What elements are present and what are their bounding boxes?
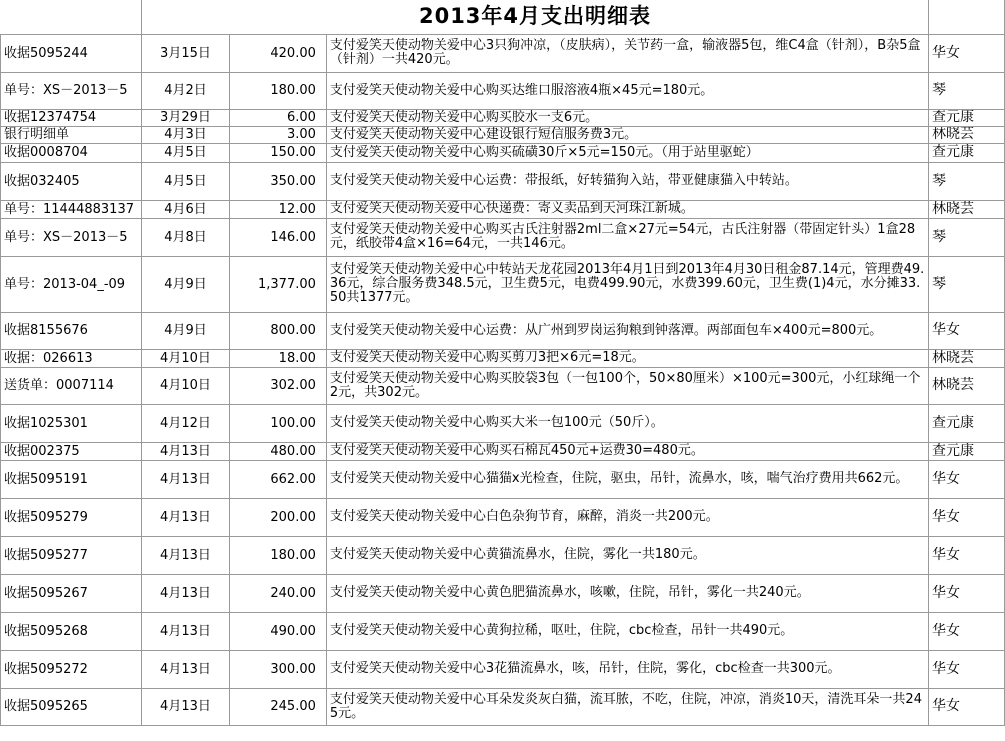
description-cell[interactable]: 支付爱笑天使动物关爱中心购买大米一包100元（50斤）。 <box>326 404 928 442</box>
description-cell[interactable]: 支付爱笑天使动物关爱中心猫猫x光检查，住院，驱虫，吊针，流鼻水，咳，喘气治疗费用共662元。 <box>326 460 928 498</box>
amount-cell[interactable]: 12.00 <box>229 200 326 218</box>
handler-cell[interactable]: 华女 <box>929 312 1005 349</box>
table-row <box>1 349 1005 367</box>
doc-number-cell[interactable]: 收据1025301 <box>1 404 142 442</box>
description-cell[interactable]: 支付爱笑天使动物关爱中心运费：带报纸，好转猫狗入站，带亚健康猫入中转站。 <box>326 162 928 200</box>
date-cell[interactable]: 4月13日 <box>141 498 229 536</box>
description-cell[interactable]: 支付爱笑天使动物关爱中心购买胶袋3包（一包100个，50×80厘米）×100元=300元，小红球绳一个2元，共302元。 <box>326 367 928 404</box>
table-row <box>1 312 1005 349</box>
date-cell[interactable]: 3月15日 <box>141 34 229 72</box>
doc-number-cell[interactable]: 单号：XS－2013－5 <box>1 72 142 109</box>
description-cell[interactable]: 支付爱笑天使动物关爱中心购买剪刀3把×6元=18元。 <box>326 349 928 367</box>
table-row <box>1 162 1005 200</box>
doc-number-cell[interactable]: 收据5095267 <box>1 574 142 612</box>
doc-number-cell[interactable]: 收据002375 <box>1 442 142 460</box>
description-cell[interactable]: 支付爱笑天使动物关爱中心购买达维口服溶液4瓶×45元=180元。 <box>326 72 928 109</box>
table-row <box>1 498 1005 536</box>
doc-number-cell[interactable]: 收据0008704 <box>1 143 142 162</box>
description-cell[interactable]: 支付爱笑天使动物关爱中心快递费：寄义卖品到天河珠江新城。 <box>326 200 928 218</box>
table-row <box>1 650 1005 688</box>
date-cell[interactable]: 4月10日 <box>141 367 229 404</box>
date-cell[interactable]: 4月3日 <box>141 126 229 143</box>
date-cell[interactable]: 4月13日 <box>141 688 229 725</box>
date-cell[interactable]: 4月10日 <box>141 349 229 367</box>
amount-cell[interactable]: 662.00 <box>229 460 326 498</box>
handler-cell[interactable]: 查元康 <box>929 143 1005 162</box>
handler-cell[interactable]: 华女 <box>929 650 1005 688</box>
table-row <box>1 256 1005 312</box>
amount-cell[interactable]: 480.00 <box>229 442 326 460</box>
table-row <box>1 109 1005 126</box>
handler-cell[interactable]: 华女 <box>929 574 1005 612</box>
table-row <box>1 200 1005 218</box>
doc-number-cell[interactable]: 收据5095265 <box>1 688 142 725</box>
doc-number-cell[interactable]: 收据12374754 <box>1 109 142 126</box>
date-cell[interactable]: 4月8日 <box>141 218 229 256</box>
amount-cell[interactable]: 350.00 <box>229 162 326 200</box>
blank-cell[interactable] <box>929 0 1005 34</box>
handler-cell[interactable]: 琴 <box>929 218 1005 256</box>
description-cell[interactable]: 支付爱笑天使动物关爱中心黄猫流鼻水，住院，雾化一共180元。 <box>326 536 928 574</box>
doc-number-cell[interactable]: 收据5095191 <box>1 460 142 498</box>
table-row <box>1 143 1005 162</box>
handler-cell[interactable]: 华女 <box>929 498 1005 536</box>
doc-number-cell[interactable]: 收据032405 <box>1 162 142 200</box>
table-row <box>1 72 1005 109</box>
handler-cell[interactable]: 查元康 <box>929 404 1005 442</box>
handler-cell[interactable]: 华女 <box>929 536 1005 574</box>
amount-cell[interactable]: 146.00 <box>229 218 326 256</box>
amount-cell[interactable]: 180.00 <box>229 72 326 109</box>
date-cell[interactable]: 4月13日 <box>141 442 229 460</box>
description-cell[interactable]: 支付爱笑天使动物关爱中心3只狗冲凉，（皮肤病），关节药一盒，输液器5包，维C4盒（针剂），B杂5盒（针剂）一共420元。 <box>326 34 928 72</box>
doc-number-cell[interactable]: 单号：2013-04_-09 <box>1 256 142 312</box>
amount-cell[interactable]: 150.00 <box>229 143 326 162</box>
date-cell[interactable]: 4月12日 <box>141 404 229 442</box>
doc-number-cell[interactable]: 送货单：0007114 <box>1 367 142 404</box>
handler-cell[interactable]: 林晓芸 <box>929 349 1005 367</box>
doc-number-cell[interactable]: 单号：XS－2013－5 <box>1 218 142 256</box>
sheet-title[interactable]: 2013年4月支出明细表 <box>141 0 928 34</box>
handler-cell[interactable]: 琴 <box>929 162 1005 200</box>
table-row <box>1 126 1005 143</box>
date-cell[interactable]: 4月13日 <box>141 612 229 650</box>
date-cell[interactable]: 3月29日 <box>141 109 229 126</box>
date-cell[interactable]: 4月2日 <box>141 72 229 109</box>
date-cell[interactable]: 4月5日 <box>141 143 229 162</box>
table-row <box>1 404 1005 442</box>
handler-cell[interactable]: 华女 <box>929 460 1005 498</box>
date-cell[interactable]: 4月9日 <box>141 256 229 312</box>
description-cell[interactable]: 支付爱笑天使动物关爱中心耳朵发炎灰白猫，流耳脓，不吃，住院，冲凉，消炎10天，清洗耳朵一共245元。 <box>326 688 928 725</box>
doc-number-cell[interactable]: 收据5095268 <box>1 612 142 650</box>
doc-number-cell[interactable]: 单号：11444883137 <box>1 200 142 218</box>
amount-cell[interactable]: 245.00 <box>229 688 326 725</box>
handler-cell[interactable]: 琴 <box>929 72 1005 109</box>
handler-cell[interactable]: 琴 <box>929 256 1005 312</box>
date-cell[interactable]: 4月6日 <box>141 200 229 218</box>
description-cell[interactable]: 支付爱笑天使动物关爱中心购买石棉瓦450元+运费30=480元。 <box>326 442 928 460</box>
table-row <box>1 574 1005 612</box>
table-row <box>1 536 1005 574</box>
date-cell[interactable]: 4月9日 <box>141 312 229 349</box>
description-cell[interactable]: 支付爱笑天使动物关爱中心3花猫流鼻水，咳，吊针，住院，雾化，cbc检查一共300元。 <box>326 650 928 688</box>
description-cell[interactable]: 支付爱笑天使动物关爱中心白色杂狗节育，麻醉，消炎一共200元。 <box>326 498 928 536</box>
amount-cell[interactable]: 300.00 <box>229 650 326 688</box>
table-row <box>1 34 1005 72</box>
table-row <box>1 460 1005 498</box>
description-cell[interactable]: 支付爱笑天使动物关爱中心购买胶水一支6元。 <box>326 109 928 126</box>
handler-cell[interactable]: 华女 <box>929 688 1005 725</box>
date-cell[interactable]: 4月13日 <box>141 460 229 498</box>
table-row <box>1 218 1005 256</box>
doc-number-cell[interactable]: 收据：026613 <box>1 349 142 367</box>
amount-cell[interactable]: 420.00 <box>229 34 326 72</box>
description-cell[interactable]: 支付爱笑天使动物关爱中心中转站天龙花园2013年4月1日到2013年4月30日租金87.14元，管理费49.36元，综合服务费348.5元，卫生费5元，电费499.90元，水费399.60元，卫生费(1)4元，水分摊33.50共1377元。 <box>326 256 928 312</box>
amount-cell[interactable]: 240.00 <box>229 574 326 612</box>
amount-cell[interactable]: 800.00 <box>229 312 326 349</box>
handler-cell[interactable]: 林晓芸 <box>929 200 1005 218</box>
amount-cell[interactable]: 3.00 <box>229 126 326 143</box>
title-row <box>1 0 1005 34</box>
handler-cell[interactable]: 华女 <box>929 612 1005 650</box>
description-cell[interactable]: 支付爱笑天使动物关爱中心黄狗拉稀，呕吐，住院，cbc检查，吊针一共490元。 <box>326 612 928 650</box>
handler-cell[interactable]: 查元康 <box>929 442 1005 460</box>
description-cell[interactable]: 支付爱笑天使动物关爱中心运费：从广州到罗岗运狗粮到钟落潭。两部面包车×400元=800元。 <box>326 312 928 349</box>
table-row <box>1 688 1005 725</box>
doc-number-cell[interactable]: 收据5095277 <box>1 536 142 574</box>
handler-cell[interactable]: 林晓芸 <box>929 367 1005 404</box>
date-cell[interactable]: 4月13日 <box>141 650 229 688</box>
handler-cell[interactable]: 华女 <box>929 34 1005 72</box>
doc-number-cell[interactable]: 银行明细单 <box>1 126 142 143</box>
amount-cell[interactable]: 200.00 <box>229 498 326 536</box>
amount-cell[interactable]: 1,377.00 <box>229 256 326 312</box>
blank-cell[interactable] <box>1 0 142 34</box>
description-cell[interactable]: 支付爱笑天使动物关爱中心黄色肥猫流鼻水，咳嗽，住院，吊针，雾化一共240元。 <box>326 574 928 612</box>
amount-cell[interactable]: 180.00 <box>229 536 326 574</box>
date-cell[interactable]: 4月13日 <box>141 574 229 612</box>
description-cell[interactable]: 支付爱笑天使动物关爱中心建设银行短信服务费3元。 <box>326 126 928 143</box>
amount-cell[interactable]: 6.00 <box>229 109 326 126</box>
table-row <box>1 612 1005 650</box>
amount-cell[interactable]: 18.00 <box>229 349 326 367</box>
amount-cell[interactable]: 490.00 <box>229 612 326 650</box>
description-cell[interactable]: 支付爱笑天使动物关爱中心购买硫磺30斤×5元=150元。（用于站里驱蛇） <box>326 143 928 162</box>
amount-cell[interactable]: 302.00 <box>229 367 326 404</box>
date-cell[interactable]: 4月5日 <box>141 162 229 200</box>
amount-cell[interactable]: 100.00 <box>229 404 326 442</box>
doc-number-cell[interactable]: 收据5095279 <box>1 498 142 536</box>
date-cell[interactable]: 4月13日 <box>141 536 229 574</box>
doc-number-cell[interactable]: 收据5095272 <box>1 650 142 688</box>
doc-number-cell[interactable]: 收据5095244 <box>1 34 142 72</box>
handler-cell[interactable]: 查元康 <box>929 109 1005 126</box>
table-row <box>1 442 1005 460</box>
doc-number-cell[interactable]: 收据8155676 <box>1 312 142 349</box>
description-cell[interactable]: 支付爱笑天使动物关爱中心购买古氏注射器2ml二盒×27元=54元，古氏注射器（带固定针头）1盒28元，纸胶带4盒×16=64元，一共146元。 <box>326 218 928 256</box>
handler-cell[interactable]: 林晓芸 <box>929 126 1005 143</box>
table-row <box>1 367 1005 404</box>
